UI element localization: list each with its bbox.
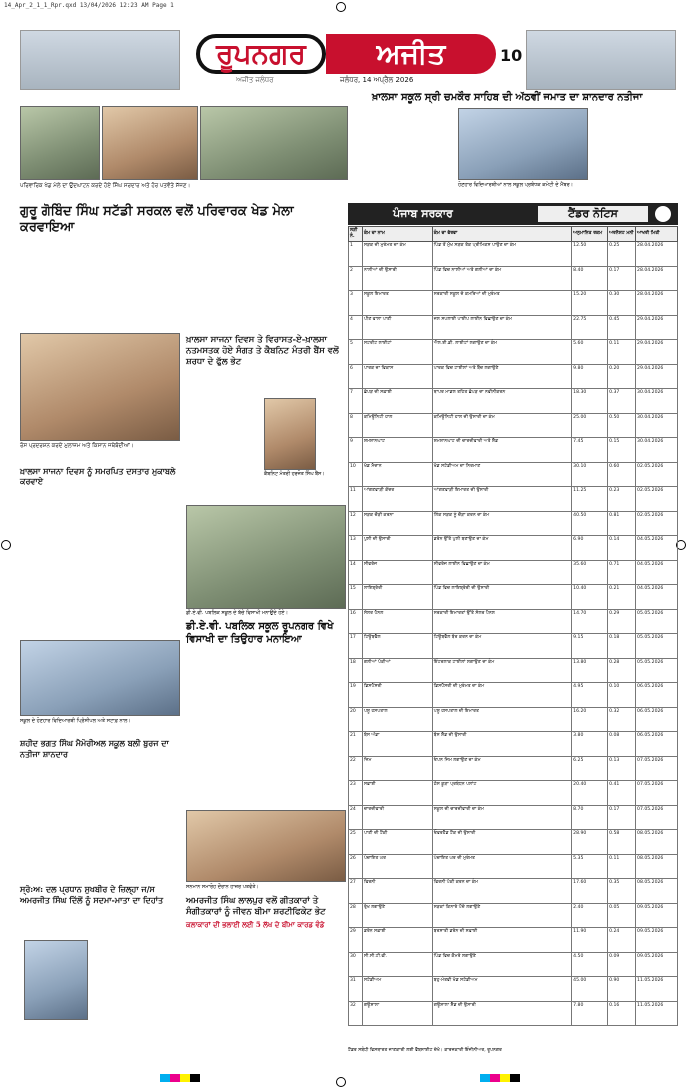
tender-cell: 25.00 bbox=[572, 413, 608, 438]
tender-cell: ਬਹੁ-ਮੰਤਵੀ ਖੇਡ ਸਟੇਡੀਅਮ bbox=[432, 977, 571, 1002]
tender-cell: 6 bbox=[349, 364, 363, 389]
tender-table-header bbox=[349, 227, 678, 242]
tender-row bbox=[349, 340, 678, 365]
tender-cell: 25 bbox=[349, 830, 363, 855]
tender-cell: 09.05.2026 bbox=[636, 952, 678, 977]
tender-cell: ਡਰੇਨ ਉੱਤੇ ਪੁਲੀ ਬਣਾਉਣ ਦਾ ਕੰਮ bbox=[432, 536, 571, 561]
tender-cell: ਪੰਚਾਇਤ ਘਰ ਦੀ ਮੁਰੰਮਤ bbox=[432, 854, 571, 879]
page-number: 10 bbox=[500, 46, 523, 65]
tender-cell: 0.11 bbox=[608, 340, 636, 365]
tender-cell: ਜਲ ਸਪਲਾਈ ਪਾਈਪ ਲਾਈਨ ਵਿਛਾਉਣ ਦਾ ਕੰਮ bbox=[432, 315, 571, 340]
tender-cell: 2.40 bbox=[572, 903, 608, 928]
tender-col-amount: ਅਨੁਮਾਨਿਤ ਰਕਮ bbox=[572, 227, 608, 242]
tender-cell: ਇੰਟਰਲਾਕ ਟਾਈਲਾਂ ਲਗਾਉਣ ਦਾ ਕੰਮ bbox=[432, 658, 571, 683]
main-story-col-1 bbox=[20, 238, 100, 330]
dastar-body-col-2 bbox=[102, 480, 180, 640]
tender-cell: 22.75 bbox=[572, 315, 608, 340]
tender-cell: 0.29 bbox=[608, 609, 636, 634]
tender-cell: ਪਸ਼ੂ ਹਸਪਤਾਲ bbox=[362, 707, 432, 732]
tender-cell: 0.16 bbox=[608, 1001, 636, 1026]
tender-cell: 04.05.2026 bbox=[636, 560, 678, 585]
tender-cell: ਲਿੰਕ ਸੜਕ ਨੂੰ ਚੌੜਾ ਕਰਨ ਦਾ ਕੰਮ bbox=[432, 511, 571, 536]
tender-cell: 05.05.2026 bbox=[636, 658, 678, 683]
tender-cell: ਸੀਵਰੇਜ ਲਾਈਨ ਵਿਛਾਉਣ ਦਾ ਕੰਮ bbox=[432, 560, 571, 585]
tender-cell: 10.40 bbox=[572, 585, 608, 610]
tender-cell: ਆਂਗਣਵਾੜੀ ਇਮਾਰਤ ਦੀ ਉਸਾਰੀ bbox=[432, 487, 571, 512]
tender-cell: 09.05.2026 bbox=[636, 903, 678, 928]
tender-cell: 0.17 bbox=[608, 805, 636, 830]
print-slug: 14_Apr_2_1_1_Rpr.qxd 13/04/2026 12:23 AM Page 1 bbox=[4, 2, 174, 9]
tender-cell: ਬੱਸ ਸ਼ੈੱਡ ਦੀ ਉਸਾਰੀ bbox=[432, 732, 571, 757]
photo-caption-top: ਪਰਿਵਾਰਿਕ ਖੇਡ ਮੇਲੇ ਦਾ ਉਦਘਾਟਨ ਕਰਦੇ ਹੋਏ ਸਿੰਘ ਸਰਦਾਰ ਅਤੇ ਹੋਰ ਪਤਵੰਤੇ ਸੱਜਣ। bbox=[20, 183, 191, 189]
tender-col-work: ਕੰਮ ਦਾ ਨਾਮ bbox=[362, 227, 432, 242]
tender-cell: 28.04.2026 bbox=[636, 266, 678, 291]
tender-cell: 14.70 bbox=[572, 609, 608, 634]
tender-header-right: ਟੈਂਡਰ ਨੋਟਿਸ bbox=[538, 206, 648, 222]
dastar-headline: ਖ਼ਾਲਸਾ ਸਾਜਨਾ ਦਿਵਸ ਨੂੰ ਸਮਰਪਿਤ ਦਸਤਾਰ ਮੁਕਾਬਲੇ ਕਰਵਾਏ bbox=[20, 466, 176, 486]
tender-cell: ਸਰਕਾਰੀ ਇਮਾਰਤਾਂ ਉੱਤੇ ਸੋਲਰ ਪੈਨਲ bbox=[432, 609, 571, 634]
tender-cell: 0.14 bbox=[608, 536, 636, 561]
tender-cell: 06.05.2026 bbox=[636, 732, 678, 757]
tender-cell: 30.04.2026 bbox=[636, 438, 678, 463]
tender-cell: ਸਫ਼ਾਈ bbox=[362, 781, 432, 806]
photo-sports-fair-3 bbox=[200, 106, 348, 180]
tender-cell: 0.18 bbox=[608, 634, 636, 659]
tender-cell: ਪਾਣੀ ਦੀ ਟੈਂਕੀ bbox=[362, 830, 432, 855]
photo-condolence-portrait bbox=[24, 940, 88, 1020]
tender-cell: ਸੜਕਾਂ ਕਿਨਾਰੇ ਪੌਦੇ ਲਗਾਉਣੇ bbox=[432, 903, 571, 928]
tender-cell: 08.05.2026 bbox=[636, 879, 678, 904]
tender-cell: ਗਲੀਆਂ ਪੱਕੀਆਂ bbox=[362, 658, 432, 683]
tender-row bbox=[349, 879, 678, 904]
award-subhead: ਕਲਾਕਾਰਾਂ ਦੀ ਭਲਾਈ ਲਈ 5 ਲੱਖ ਦੇ ਬੀਮਾ ਕਾਰਡ ਵੰਡੇ bbox=[186, 920, 325, 929]
tender-cell: ਪਿੰਡ ਵਿਚ ਲਾਇਬ੍ਰੇਰੀ ਦੀ ਉਸਾਰੀ bbox=[432, 585, 571, 610]
tender-cell: 0.20 bbox=[608, 364, 636, 389]
tender-cell: 07.05.2026 bbox=[636, 781, 678, 806]
condolence-body-2 bbox=[100, 908, 180, 1048]
tender-cell: ਰੁੱਖ ਲਗਾਉਣੇ bbox=[362, 903, 432, 928]
tender-cell: 30.04.2026 bbox=[636, 413, 678, 438]
tender-cell: 0.58 bbox=[608, 830, 636, 855]
tender-cell: ਬਰਸਾਤੀ ਡਰੇਨ ਦੀ ਸਫ਼ਾਈ bbox=[432, 928, 571, 953]
tender-row bbox=[349, 364, 678, 389]
tender-cell: ਸੀਵਰੇਜ bbox=[362, 560, 432, 585]
tender-cell: 08.05.2026 bbox=[636, 854, 678, 879]
rally-caption: ਰੋਸ ਪ੍ਰਦਰਸ਼ਨ ਕਰਦੇ ਮੁਲਾਜ਼ਮ ਅਤੇ ਕਿਸਾਨ ਜਥੇਬੰਦੀਆਂ। bbox=[20, 443, 134, 449]
tender-cell: ਸਟਰੀਟ ਲਾਈਟਾਂ bbox=[362, 340, 432, 365]
tender-row bbox=[349, 977, 678, 1002]
tender-row bbox=[349, 1001, 678, 1026]
tender-row bbox=[349, 634, 678, 659]
tender-cell: 40.50 bbox=[572, 511, 608, 536]
tender-cell: 0.17 bbox=[608, 266, 636, 291]
tender-cell: ਖੇਡ ਸਟੇਡੀਅਮ ਦਾ ਨਿਰਮਾਣ bbox=[432, 462, 571, 487]
tender-cell: 4.50 bbox=[572, 952, 608, 977]
dav-body-col-2 bbox=[268, 652, 346, 797]
school-headline: ਸ਼ਹੀਦ ਭਗਤ ਸਿੰਘ ਮੈਮੋਰੀਅਲ ਸਕੂਲ ਬਲੀ ਬੁਰਜ ਦਾ ਨਤੀਜਾ ਸ਼ਾਨਦਾਰ bbox=[20, 738, 169, 759]
photo-khalsa-students bbox=[458, 108, 588, 180]
tender-cell: 24 bbox=[349, 805, 363, 830]
tender-cell: ਪਾਰਕ ਦਾ ਵਿਕਾਸ bbox=[362, 364, 432, 389]
tender-cell: 6.25 bbox=[572, 756, 608, 781]
tender-cell: 32 bbox=[349, 1001, 363, 1026]
tender-cell: 04.05.2026 bbox=[636, 536, 678, 561]
tender-cell: 5.35 bbox=[572, 854, 608, 879]
award-body-col-1 bbox=[186, 932, 236, 1062]
tender-cell: 7.80 bbox=[572, 1001, 608, 1026]
tender-cell: 05.05.2026 bbox=[636, 634, 678, 659]
tender-row bbox=[349, 462, 678, 487]
tender-cell: 0.25 bbox=[608, 242, 636, 267]
tender-cell: 18.30 bbox=[572, 389, 608, 414]
color-bar-left bbox=[160, 1074, 200, 1084]
tender-row bbox=[349, 830, 678, 855]
tender-cell: 0.23 bbox=[608, 487, 636, 512]
photo-school-result bbox=[20, 640, 180, 716]
tender-row bbox=[349, 805, 678, 830]
tender-cell: 8.70 bbox=[572, 805, 608, 830]
tender-cell: 28.04.2026 bbox=[636, 242, 678, 267]
tender-cell: 2 bbox=[349, 266, 363, 291]
tender-cell: 5.60 bbox=[572, 340, 608, 365]
tender-row bbox=[349, 315, 678, 340]
tender-cell: ਪਿੰਡ ਵਿਚ ਨਾਲੀਆਂ ਅਤੇ ਗਲੀਆਂ ਦਾ ਕੰਮ bbox=[432, 266, 571, 291]
tender-cell: 06.05.2026 bbox=[636, 683, 678, 708]
tender-cell: 0.24 bbox=[608, 928, 636, 953]
tender-cell: 12 bbox=[349, 511, 363, 536]
tender-cell: 0.71 bbox=[608, 560, 636, 585]
masthead-building-image-left bbox=[20, 30, 180, 90]
tender-cell: ਓਵਰਹੈੱਡ ਟੈਂਕ ਦੀ ਉਸਾਰੀ bbox=[432, 830, 571, 855]
khalsa-school-body-right bbox=[592, 108, 676, 188]
condolence-body-3 bbox=[20, 1024, 96, 1064]
tender-row bbox=[349, 536, 678, 561]
main-story-col-2 bbox=[104, 238, 184, 330]
tender-row bbox=[349, 683, 678, 708]
tender-cell: 0.60 bbox=[608, 462, 636, 487]
tender-cell: 31 bbox=[349, 977, 363, 1002]
photo-dav-vaisakhi bbox=[186, 505, 346, 609]
tender-cell: ਟਿਊਬਵੈੱਲ ਬੋਰ ਕਰਨ ਦਾ ਕੰਮ bbox=[432, 634, 571, 659]
registration-mark-top bbox=[336, 2, 346, 12]
tender-cell: 15 bbox=[349, 585, 363, 610]
tender-cell: 0.32 bbox=[608, 707, 636, 732]
tender-cell: 11.05.2026 bbox=[636, 977, 678, 1002]
tender-cell: ਸ਼ਮਸ਼ਾਨਘਾਟ bbox=[362, 438, 432, 463]
khalsa-school-caption: ਹੋਣਹਾਰ ਵਿਦਿਆਰਥੀਆਂ ਨਾਲ ਸਕੂਲ ਪ੍ਰਬੰਧਕ ਕਮੇਟੀ ਦੇ ਮੈਂਬਰ। bbox=[458, 182, 574, 188]
tender-cell: 11 bbox=[349, 487, 363, 512]
minister-headline: ਖ਼ਾਲਸਾ ਸਾਜਨਾ ਦਿਵਸ ਤੇ ਵਿਰਾਸਤ-ਏ-ਖ਼ਾਲਸਾ ਨਤਮਸਤਕ ਹੋਏ ਸੰਗਤ ਤੇ ਕੈਬਨਿਟ ਮੰਤਰੀ ਬੈਂਸ ਵਲੋਂ ਸ਼ਰਧਾ ਦੇ ਫੁੱਲ ਭੇਟ bbox=[186, 335, 339, 367]
tender-cell: 17.60 bbox=[572, 879, 608, 904]
tender-cell: 9.80 bbox=[572, 364, 608, 389]
tender-cell: ਕਮਿਊਨਿਟੀ ਹਾਲ bbox=[362, 413, 432, 438]
tender-cell: ਪੁਲੀ ਦੀ ਉਸਾਰੀ bbox=[362, 536, 432, 561]
award-caption: ਸਨਮਾਨ ਸਮਾਰੋਹ ਦੌਰਾਨ ਹਾਜ਼ਰ ਪਤਵੰਤੇ। bbox=[186, 884, 259, 890]
tender-cell: 05.05.2026 bbox=[636, 609, 678, 634]
tender-cell: 0.15 bbox=[608, 438, 636, 463]
tender-cell: 0.05 bbox=[608, 903, 636, 928]
tender-cell: 20 bbox=[349, 707, 363, 732]
tender-row bbox=[349, 756, 678, 781]
tender-cell: 11.05.2026 bbox=[636, 1001, 678, 1026]
tender-row bbox=[349, 658, 678, 683]
tender-row bbox=[349, 903, 678, 928]
masthead-title-left: ਰੂਪਨਗਰ bbox=[196, 34, 326, 74]
tender-cell: ਖੇਡ ਮੈਦਾਨ bbox=[362, 462, 432, 487]
photo-sports-fair-1 bbox=[20, 106, 100, 180]
tender-cell: 20.40 bbox=[572, 781, 608, 806]
tender-col-date: ਆਖਰੀ ਮਿਤੀ bbox=[636, 227, 678, 242]
tender-cell: ਲਾਇਬ੍ਰੇਰੀ bbox=[362, 585, 432, 610]
tender-cell: ਡਰੇਨ ਸਫ਼ਾਈ bbox=[362, 928, 432, 953]
tender-cell: 19 bbox=[349, 683, 363, 708]
tender-cell: 16 bbox=[349, 609, 363, 634]
main-story-col-4 bbox=[266, 238, 346, 330]
tender-cell: ਪੰਚਾਇਤ ਘਰ bbox=[362, 854, 432, 879]
school-body-col-1 bbox=[20, 764, 98, 874]
tender-cell: ਪਿੰਡ ਤੋਂ ਮੁੱਖ ਸੜਕ ਤੱਕ ਪ੍ਰੀਮਿਕਸ ਪਾਉਣ ਦਾ ਕੰਮ bbox=[432, 242, 571, 267]
tender-cell: ਨਾਲੀਆਂ ਦੀ ਉਸਾਰੀ bbox=[362, 266, 432, 291]
tender-cell: ਬੱਸ ਅੱਡਾ bbox=[362, 732, 432, 757]
tender-cell: ਫਿਰਨੀ ਪੱਕੀ ਕਰਨ ਦਾ ਕੰਮ bbox=[432, 879, 571, 904]
tender-cell: 12.50 bbox=[572, 242, 608, 267]
award-headline: ਅਮਰਜੀਤ ਸਿੰਘ ਲਾਲਪੁਰ ਵਲੋਂ ਗੀਤਕਾਰਾਂ ਤੇ ਸੰਗੀਤਕਾਰਾਂ ਨੂੰ ਜੀਵਨ ਬੀਮਾ ਸ਼ਰਟੀਫਿਕੇਟ ਭੇਟ bbox=[186, 896, 326, 917]
tender-cell: ਡਿਸਪੈਂਸਰੀ ਦੀ ਮੁਰੰਮਤ ਦਾ ਕੰਮ bbox=[432, 683, 571, 708]
masthead-subtitle: ਅਜੀਤ ਜਲੰਧਰ bbox=[236, 76, 274, 84]
tender-cell: 07.05.2026 bbox=[636, 805, 678, 830]
tender-cell: 0.50 bbox=[608, 413, 636, 438]
tender-cell: ਡਿਸਪੈਂਸਰੀ bbox=[362, 683, 432, 708]
main-story-col-3 bbox=[188, 238, 262, 330]
tender-cell: 22 bbox=[349, 756, 363, 781]
tender-cell: 30 bbox=[349, 952, 363, 977]
tender-row bbox=[349, 928, 678, 953]
tender-cell: 18 bbox=[349, 658, 363, 683]
tender-cell: 4.95 bbox=[572, 683, 608, 708]
tender-cell: 29.04.2026 bbox=[636, 315, 678, 340]
tender-cell: 13 bbox=[349, 536, 363, 561]
tender-cell: 10 bbox=[349, 462, 363, 487]
photo-minister-portrait bbox=[264, 398, 316, 470]
tender-cell: ਸੜਕ ਚੌੜੀ ਕਰਨਾ bbox=[362, 511, 432, 536]
tender-cell: 30.04.2026 bbox=[636, 389, 678, 414]
tender-cell: ਥਾਪਰ ਮਾਡਲ ਤਹਿਤ ਛੱਪੜ ਦਾ ਨਵੀਨੀਕਰਨ bbox=[432, 389, 571, 414]
tender-cell: 45.00 bbox=[572, 977, 608, 1002]
tender-cell: 29 bbox=[349, 928, 363, 953]
tender-col-serial: ਲੜੀ ਨੰ. bbox=[349, 227, 363, 242]
tender-cell: 13.80 bbox=[572, 658, 608, 683]
tender-row bbox=[349, 511, 678, 536]
minister-body-col-1 bbox=[186, 368, 260, 496]
award-body-col-3 bbox=[294, 932, 346, 1062]
tender-cell: 09.05.2026 bbox=[636, 928, 678, 953]
tender-cell: ਓਪਨ ਜਿਮ ਲਗਾਉਣ ਦਾ ਕੰਮ bbox=[432, 756, 571, 781]
tender-cell: 07.05.2026 bbox=[636, 756, 678, 781]
registration-mark-bottom bbox=[336, 1077, 346, 1087]
tender-row bbox=[349, 585, 678, 610]
tender-cell: 14 bbox=[349, 560, 363, 585]
minister-caption: ਕੈਬਨਿਟ ਮੰਤਰੀ ਹਰਜੋਤ ਸਿੰਘ ਬੈਂਸ। bbox=[264, 472, 325, 477]
tender-cell: 0.11 bbox=[608, 854, 636, 879]
dav-headline: ਡੀ.ਏ.ਵੀ. ਪਬਲਿਕ ਸਕੂਲ ਰੂਪਨਗਰ ਵਿਖੇ ਵਿਸਾਖੀ ਦਾ ਤਿਉਹਾਰ ਮਨਾਇਆ bbox=[186, 621, 334, 645]
tender-cell: 0.21 bbox=[608, 585, 636, 610]
tender-cell: 3.80 bbox=[572, 732, 608, 757]
tender-cell: 4 bbox=[349, 315, 363, 340]
tender-cell: 6.90 bbox=[572, 536, 608, 561]
tender-cell: 17 bbox=[349, 634, 363, 659]
tender-cell: 11.90 bbox=[572, 928, 608, 953]
tender-row bbox=[349, 609, 678, 634]
tender-cell: 29.04.2026 bbox=[636, 364, 678, 389]
tender-row bbox=[349, 952, 678, 977]
tender-row bbox=[349, 266, 678, 291]
tender-cell: ਸੀ.ਸੀ.ਟੀ.ਵੀ. bbox=[362, 952, 432, 977]
tender-col-details: ਕੰਮ ਦਾ ਵੇਰਵਾ bbox=[432, 227, 571, 242]
tender-cell: ਪਾਰਕ ਵਿਚ ਟਾਈਲਾਂ ਅਤੇ ਬੈਂਚ ਲਗਾਉਣੇ bbox=[432, 364, 571, 389]
tender-cell: 02.05.2026 bbox=[636, 511, 678, 536]
school-body-col-2 bbox=[102, 764, 180, 874]
tender-cell: 5 bbox=[349, 340, 363, 365]
tender-col-earnest: ਅਰਨੈਸਟ ਮਨੀ bbox=[608, 227, 636, 242]
tender-cell: 0.35 bbox=[608, 879, 636, 904]
tender-cell: ਸੋਲਰ ਪੈਨਲ bbox=[362, 609, 432, 634]
tender-cell: 23 bbox=[349, 781, 363, 806]
tender-cell: ਗਊਸ਼ਾਲਾ ਸ਼ੈੱਡ ਦੀ ਉਸਾਰੀ bbox=[432, 1001, 571, 1026]
tender-row bbox=[349, 487, 678, 512]
tender-cell: 02.05.2026 bbox=[636, 487, 678, 512]
tender-cell: ਜਿਮ bbox=[362, 756, 432, 781]
tender-cell: ਪਿੰਡ ਵਿਚ ਕੈਮਰੇ ਲਗਾਉਣੇ bbox=[432, 952, 571, 977]
tender-cell: ਸੜਕ ਦੀ ਮੁਰੰਮਤ ਦਾ ਕੰਮ bbox=[362, 242, 432, 267]
tender-cell: ਸਰਕਾਰੀ ਸਕੂਲ ਦੇ ਕਮਰਿਆਂ ਦੀ ਮੁਰੰਮਤ bbox=[432, 291, 571, 316]
tender-cell: 08.05.2026 bbox=[636, 830, 678, 855]
dav-caption: ਡੀ.ਏ.ਵੀ. ਪਬਲਿਕ ਸਕੂਲ ਦੇ ਬੱਚੇ ਵਿਸਾਖੀ ਮਨਾਉਂਦੇ ਹੋਏ। bbox=[186, 610, 288, 616]
condolence-body-1 bbox=[20, 908, 96, 938]
tender-cell: 0.45 bbox=[608, 315, 636, 340]
tender-row bbox=[349, 560, 678, 585]
tender-cell: ਪੀਣ ਵਾਲਾ ਪਾਣੀ bbox=[362, 315, 432, 340]
tender-footer: ਟੈਂਡਰ ਸਬੰਧੀ ਵਿਸਥਾਰਤ ਜਾਣਕਾਰੀ ਲਈ ਵੈੱਬਸਾਈਟ ਦੇਖੋ। ਕਾਰਜਕਾਰੀ ਇੰਜੀਨੀਅਰ, ਰੂਪਨਗਰ bbox=[348, 1048, 502, 1053]
tender-cell: 0.28 bbox=[608, 658, 636, 683]
tender-cell: 0.37 bbox=[608, 389, 636, 414]
tender-cell: ਫਿਰਨੀ bbox=[362, 879, 432, 904]
award-body-col-2 bbox=[240, 932, 290, 1062]
tender-cell: ਆਂਗਣਵਾੜੀ ਕੇਂਦਰ bbox=[362, 487, 432, 512]
khalsa-school-body-left bbox=[348, 108, 454, 188]
masthead-title-right: ਅਜੀਤ bbox=[326, 34, 496, 74]
tender-header bbox=[348, 203, 678, 225]
tender-cell: 28.90 bbox=[572, 830, 608, 855]
tender-cell: 26 bbox=[349, 854, 363, 879]
tender-cell: 1 bbox=[349, 242, 363, 267]
tender-cell: 0.81 bbox=[608, 511, 636, 536]
emblem-icon bbox=[655, 206, 671, 222]
tender-cell: 30.10 bbox=[572, 462, 608, 487]
photo-sports-fair-2 bbox=[102, 106, 198, 180]
tender-cell: 27 bbox=[349, 879, 363, 904]
tender-cell: 29.04.2026 bbox=[636, 340, 678, 365]
tender-cell: 7.45 bbox=[572, 438, 608, 463]
masthead-date: ਜਲੰਧਰ, 14 ਅਪ੍ਰੈਲ 2026 bbox=[340, 76, 414, 84]
tender-cell: 0.90 bbox=[608, 977, 636, 1002]
color-bar-right bbox=[480, 1074, 520, 1084]
tender-cell: ਠੋਸ ਕੂੜਾ ਪ੍ਰਬੰਧਨ ਪਲਾਂਟ bbox=[432, 781, 571, 806]
tender-row bbox=[349, 707, 678, 732]
dastar-body-col-1 bbox=[20, 480, 98, 640]
tender-row bbox=[349, 438, 678, 463]
tender-cell: ਸ਼ਮਸ਼ਾਨਘਾਟ ਦੀ ਚਾਰਦੀਵਾਰੀ ਅਤੇ ਸ਼ੈੱਡ bbox=[432, 438, 571, 463]
masthead-building-image-right bbox=[526, 30, 676, 90]
tender-cell: 11.25 bbox=[572, 487, 608, 512]
tender-row bbox=[349, 854, 678, 879]
tender-cell: 0.13 bbox=[608, 756, 636, 781]
tender-cell: 0.30 bbox=[608, 291, 636, 316]
tender-row bbox=[349, 732, 678, 757]
tender-cell: 21 bbox=[349, 732, 363, 757]
tender-table bbox=[348, 226, 678, 1026]
photo-award-ceremony bbox=[186, 810, 346, 882]
tender-cell: 28 bbox=[349, 903, 363, 928]
tender-cell: 8 bbox=[349, 413, 363, 438]
tender-cell: 28.04.2026 bbox=[636, 291, 678, 316]
tender-cell: 3 bbox=[349, 291, 363, 316]
tender-cell: 06.05.2026 bbox=[636, 707, 678, 732]
tender-cell: ਗਊਸ਼ਾਲਾ bbox=[362, 1001, 432, 1026]
tender-cell: ਸਕੂਲ ਇਮਾਰਤ bbox=[362, 291, 432, 316]
tender-cell: 9.15 bbox=[572, 634, 608, 659]
tender-cell: 8.40 bbox=[572, 266, 608, 291]
tender-cell: ਟਿਊਬਵੈੱਲ bbox=[362, 634, 432, 659]
tender-cell: 02.05.2026 bbox=[636, 462, 678, 487]
tender-row bbox=[349, 389, 678, 414]
photo-rally bbox=[20, 333, 180, 441]
tender-cell: ਕਮਿਊਨਿਟੀ ਹਾਲ ਦੀ ਉਸਾਰੀ ਦਾ ਕੰਮ bbox=[432, 413, 571, 438]
minister-body-col-2 bbox=[318, 368, 346, 464]
main-headline: ਗੁਰੂ ਗੋਬਿੰਦ ਸਿੰਘ ਸਟੱਡੀ ਸਰਕਲ ਵਲੋਂ ਪਰਿਵਾਰਕ ਖੇਡ ਮੇਲਾ ਕਰਵਾਇਆ bbox=[20, 204, 294, 235]
tender-row bbox=[349, 413, 678, 438]
school-caption: ਸਕੂਲ ਦੇ ਹੋਣਹਾਰ ਵਿਦਿਆਰਥੀ ਪ੍ਰਿੰਸੀਪਲ ਅਤੇ ਸਟਾਫ਼ ਨਾਲ। bbox=[20, 718, 131, 724]
registration-mark-left bbox=[1, 540, 11, 550]
tender-cell: ਐਲ.ਈ.ਡੀ. ਲਾਈਟਾਂ ਲਗਾਉਣ ਦਾ ਕੰਮ bbox=[432, 340, 571, 365]
tender-cell: 7 bbox=[349, 389, 363, 414]
tender-table-body bbox=[349, 242, 678, 1026]
tender-cell: 16.20 bbox=[572, 707, 608, 732]
tender-cell: ਚਾਰਦੀਵਾਰੀ bbox=[362, 805, 432, 830]
condolence-headline: ਸ੍ਰੋ:ਅ: ਦਲ ਪ੍ਰਧਾਨ ਸੁਖਬੀਰ ਦੇ ਜ਼ਿਲ੍ਹਾ ਜ/ਸ ਅਮਰਜੀਤ ਸਿੰਘ ਦਿੱਲੋਂ ਨੂੰ ਸਦਮਾ-ਮਾਤਾ ਦਾ ਦਿਹਾਂਤ bbox=[20, 884, 164, 905]
tender-cell: ਸਟੇਡੀਅਮ bbox=[362, 977, 432, 1002]
tender-row bbox=[349, 781, 678, 806]
tender-cell: ਛੱਪੜ ਦੀ ਸਫ਼ਾਈ bbox=[362, 389, 432, 414]
tender-cell: 9 bbox=[349, 438, 363, 463]
tender-cell: 15.20 bbox=[572, 291, 608, 316]
tender-header-left: ਪੰਜਾਬ ਸਰਕਾਰ bbox=[393, 207, 453, 220]
tender-cell: 04.05.2026 bbox=[636, 585, 678, 610]
tender-row bbox=[349, 242, 678, 267]
tender-cell: 0.10 bbox=[608, 683, 636, 708]
tender-cell: 35.60 bbox=[572, 560, 608, 585]
tender-cell: 0.41 bbox=[608, 781, 636, 806]
tender-cell: ਸਕੂਲ ਦੀ ਚਾਰਦੀਵਾਰੀ ਦਾ ਕੰਮ bbox=[432, 805, 571, 830]
tender-cell: ਪਸ਼ੂ ਹਸਪਤਾਲ ਦੀ ਇਮਾਰਤ bbox=[432, 707, 571, 732]
tender-cell: 0.08 bbox=[608, 732, 636, 757]
tender-cell: 0.09 bbox=[608, 952, 636, 977]
khalsa-school-headline: ਖ਼ਾਲਸਾ ਸਕੂਲ ਸ੍ਰੀ ਚਮਕੌਰ ਸਾਹਿਬ ਦੀ ਅੱਠਵੀਂ ਜਮਾਤ ਦਾ ਸ਼ਾਨਦਾਰ ਨਤੀਜਾ bbox=[372, 92, 643, 103]
tender-row bbox=[349, 291, 678, 316]
dav-body-col-1 bbox=[186, 652, 264, 797]
